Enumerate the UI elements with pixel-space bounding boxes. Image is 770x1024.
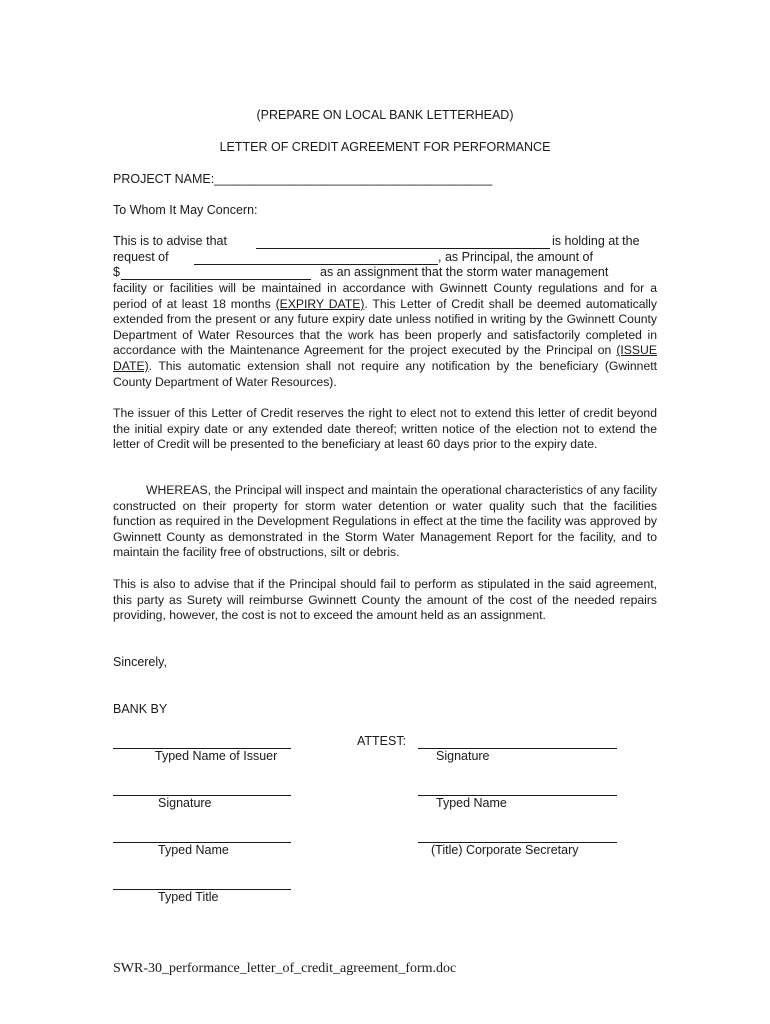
issuer-title-label: Typed Title bbox=[158, 890, 219, 904]
expiry-date-placeholder: (EXPIRY DATE) bbox=[275, 296, 365, 311]
issuer-typed-name-label: Typed Name bbox=[158, 843, 229, 857]
para1-line1-end: is holding at the bbox=[552, 234, 640, 248]
salutation: To Whom It May Concern: bbox=[113, 203, 258, 217]
document-title: LETTER OF CREDIT AGREEMENT FOR PERFORMANCE bbox=[219, 140, 551, 154]
paragraph-whereas: WHEREAS, the Principal will inspect and maintain the operational characteristics of any facility constructed on their property for storm water detention or water quality such that the facilities function as required in the Development Regulations in effect at the time the facility was approved by Gwinnett County as demonstrated in the Storm Water Management Report for the facility, and to maintain the facility free of obstructions, silt or debris. bbox=[113, 483, 657, 560]
issue-date-placeholder: (ISSUE DATE) bbox=[113, 343, 657, 373]
para1-dollar-sign: $ bbox=[113, 265, 120, 279]
para1-text-c: . This automatic extension shall not require any notification by the beneficiary (Gwinnett County Department of Water Resources). bbox=[113, 358, 657, 389]
project-name-field: PROJECT NAME:________________________________________ bbox=[113, 172, 493, 186]
letterhead-instruction: (PREPARE ON LOCAL BANK LETTERHEAD) bbox=[256, 108, 514, 122]
para1-line3-end: as an assignment that the storm water management bbox=[320, 265, 609, 279]
attest-label: ATTEST: bbox=[357, 734, 407, 748]
attest-typed-name-label: Typed Name bbox=[436, 796, 507, 810]
corporate-secretary-label: (Title) Corporate Secretary bbox=[431, 843, 579, 857]
para1-body bbox=[113, 281, 657, 390]
closing: Sincerely, bbox=[113, 655, 167, 669]
attest-signature-label: Signature bbox=[436, 749, 490, 763]
bank-customer-blank bbox=[256, 248, 550, 249]
para1-line2-end: , as Principal, the amount of bbox=[438, 250, 593, 264]
para1-text-a: facility or facilities will be maintained in accordance with Gwinnett County regulations and for a period of at least 18 months bbox=[113, 281, 657, 311]
para1-line2-start: request of bbox=[113, 250, 169, 264]
amount-blank bbox=[121, 279, 311, 280]
issuer-name-label: Typed Name of Issuer bbox=[155, 749, 278, 763]
paragraph-issuer-rights: The issuer of this Letter of Credit reserves the right to elect not to extend this letter of credit beyond the initial expiry date or any extended date thereof; written notice of the election not to extend the letter of Credit will be presented to the beneficiary at least 60 days prior to the expiry date. bbox=[113, 406, 657, 452]
paragraph-surety: This is also to advise that if the Principal should fail to perform as stipulated in the said agreement, this party as Surety will reimburse Gwinnett County the amount of the cost of the needed repairs providing, however, the cost is not to exceed the amount held as an assignment. bbox=[113, 577, 657, 623]
bank-by-label: BANK BY bbox=[113, 702, 168, 716]
issuer-signature-label: Signature bbox=[158, 796, 212, 810]
para1-text-b: . This Letter of Credit shall be deemed automatically extended from the present or any future expiry date unless notified in writing by the Gwinnett County Department of Water Resources that the work has been properly and satisfactorily completed in accordance with the Maintenance Agreement for the project executed by the Principal on bbox=[113, 296, 657, 358]
file-name-footer: SWR-30_performance_letter_of_credit_agreement_form.doc bbox=[113, 961, 457, 976]
para1-line1-start: This is to advise that bbox=[113, 234, 227, 248]
